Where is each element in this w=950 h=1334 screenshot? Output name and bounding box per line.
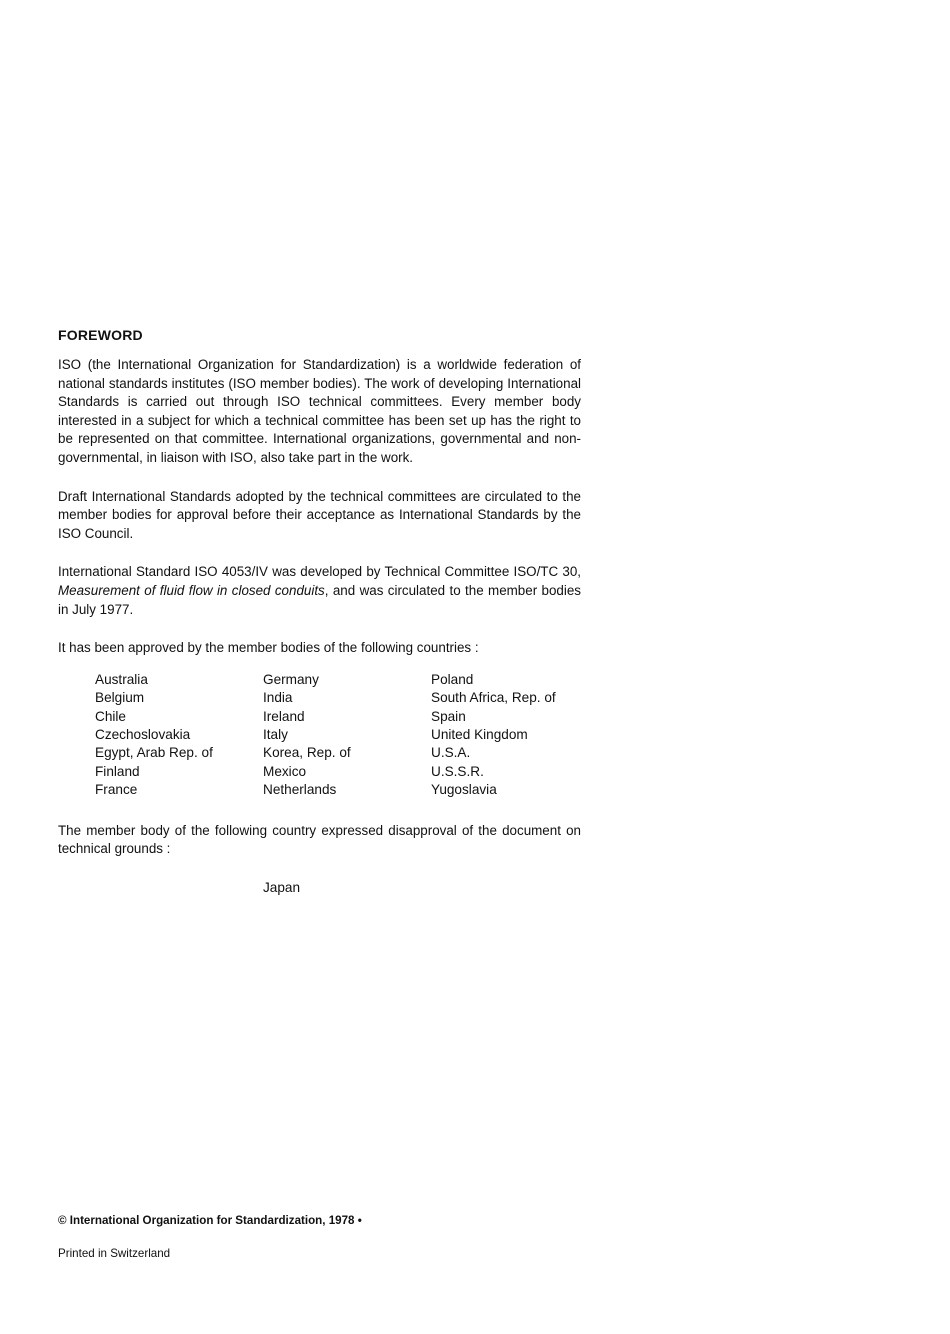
country-item: Australia [95, 671, 148, 687]
paragraph-development-end: , and was circulated to the member bodies in July 1977. [58, 582, 581, 617]
country-item: Chile [95, 708, 126, 724]
paragraph-development [58, 563, 581, 619]
country-item: Yugoslavia [431, 782, 497, 798]
country-item: Poland [431, 671, 474, 687]
country-item: India [263, 690, 293, 706]
country-item: Czechoslovakia [95, 726, 191, 742]
country-item: Italy [263, 726, 288, 742]
country-item: Finland [95, 763, 140, 779]
committee-title-italic: Measurement of fluid flow in closed conduits [58, 582, 325, 598]
countries-column-2 [263, 671, 431, 800]
paragraph-iso-description: ISO (the International Organization for Standardization) is a worldwide federation of national standards institutes (ISO member bodies). The work of developing International Standards is carried out through ISO technical committees. Every member body interested in a subject for which a technical committee has been set up has the right to be represented on that committee. International organizations, governmental and non-governmental, in liaison with ISO, also take part in the work. [58, 357, 581, 465]
country-item: Ireland [263, 708, 305, 724]
country-item: Netherlands [263, 782, 337, 798]
country-item: U.S.S.R. [431, 763, 484, 779]
page-footer [58, 1213, 362, 1262]
country-item: France [95, 782, 138, 798]
country-item: Korea, Rep. of [263, 745, 351, 761]
countries-column-1 [95, 671, 263, 800]
country-item: Mexico [263, 763, 307, 779]
country-item: South Africa, Rep. of [431, 690, 556, 706]
approving-countries-list [95, 671, 581, 800]
country-item: U.S.A. [431, 745, 471, 761]
printed-location: Printed in Switzerland [58, 1247, 171, 1260]
foreword-section [58, 326, 581, 897]
paragraph-draft-standards: Draft International Standards adopted by the technical committees are circulated to the member bodies for approval before their acceptance as International Standards by the ISO Council. [58, 488, 581, 541]
disapproving-country: Japan [263, 879, 301, 895]
paragraph-disapproval: The member body of the following country expressed disapproval of the document on technical grounds : [58, 822, 581, 857]
countries-column-3 [431, 671, 591, 800]
foreword-heading: FOREWORD [58, 327, 143, 343]
paragraph-development-start: International Standard ISO 4053/IV was developed by Technical Committee ISO/TC 30, [58, 564, 581, 580]
country-item: Spain [431, 708, 466, 724]
paragraph-approval: It has been approved by the member bodies of the following countries : [58, 640, 479, 656]
country-item: United Kingdom [431, 726, 528, 742]
country-item: Belgium [95, 690, 145, 706]
copyright-notice: © International Organization for Standardization, 1978 • [58, 1214, 362, 1227]
country-item: Germany [263, 671, 319, 687]
country-item: Egypt, Arab Rep. of [95, 745, 213, 761]
